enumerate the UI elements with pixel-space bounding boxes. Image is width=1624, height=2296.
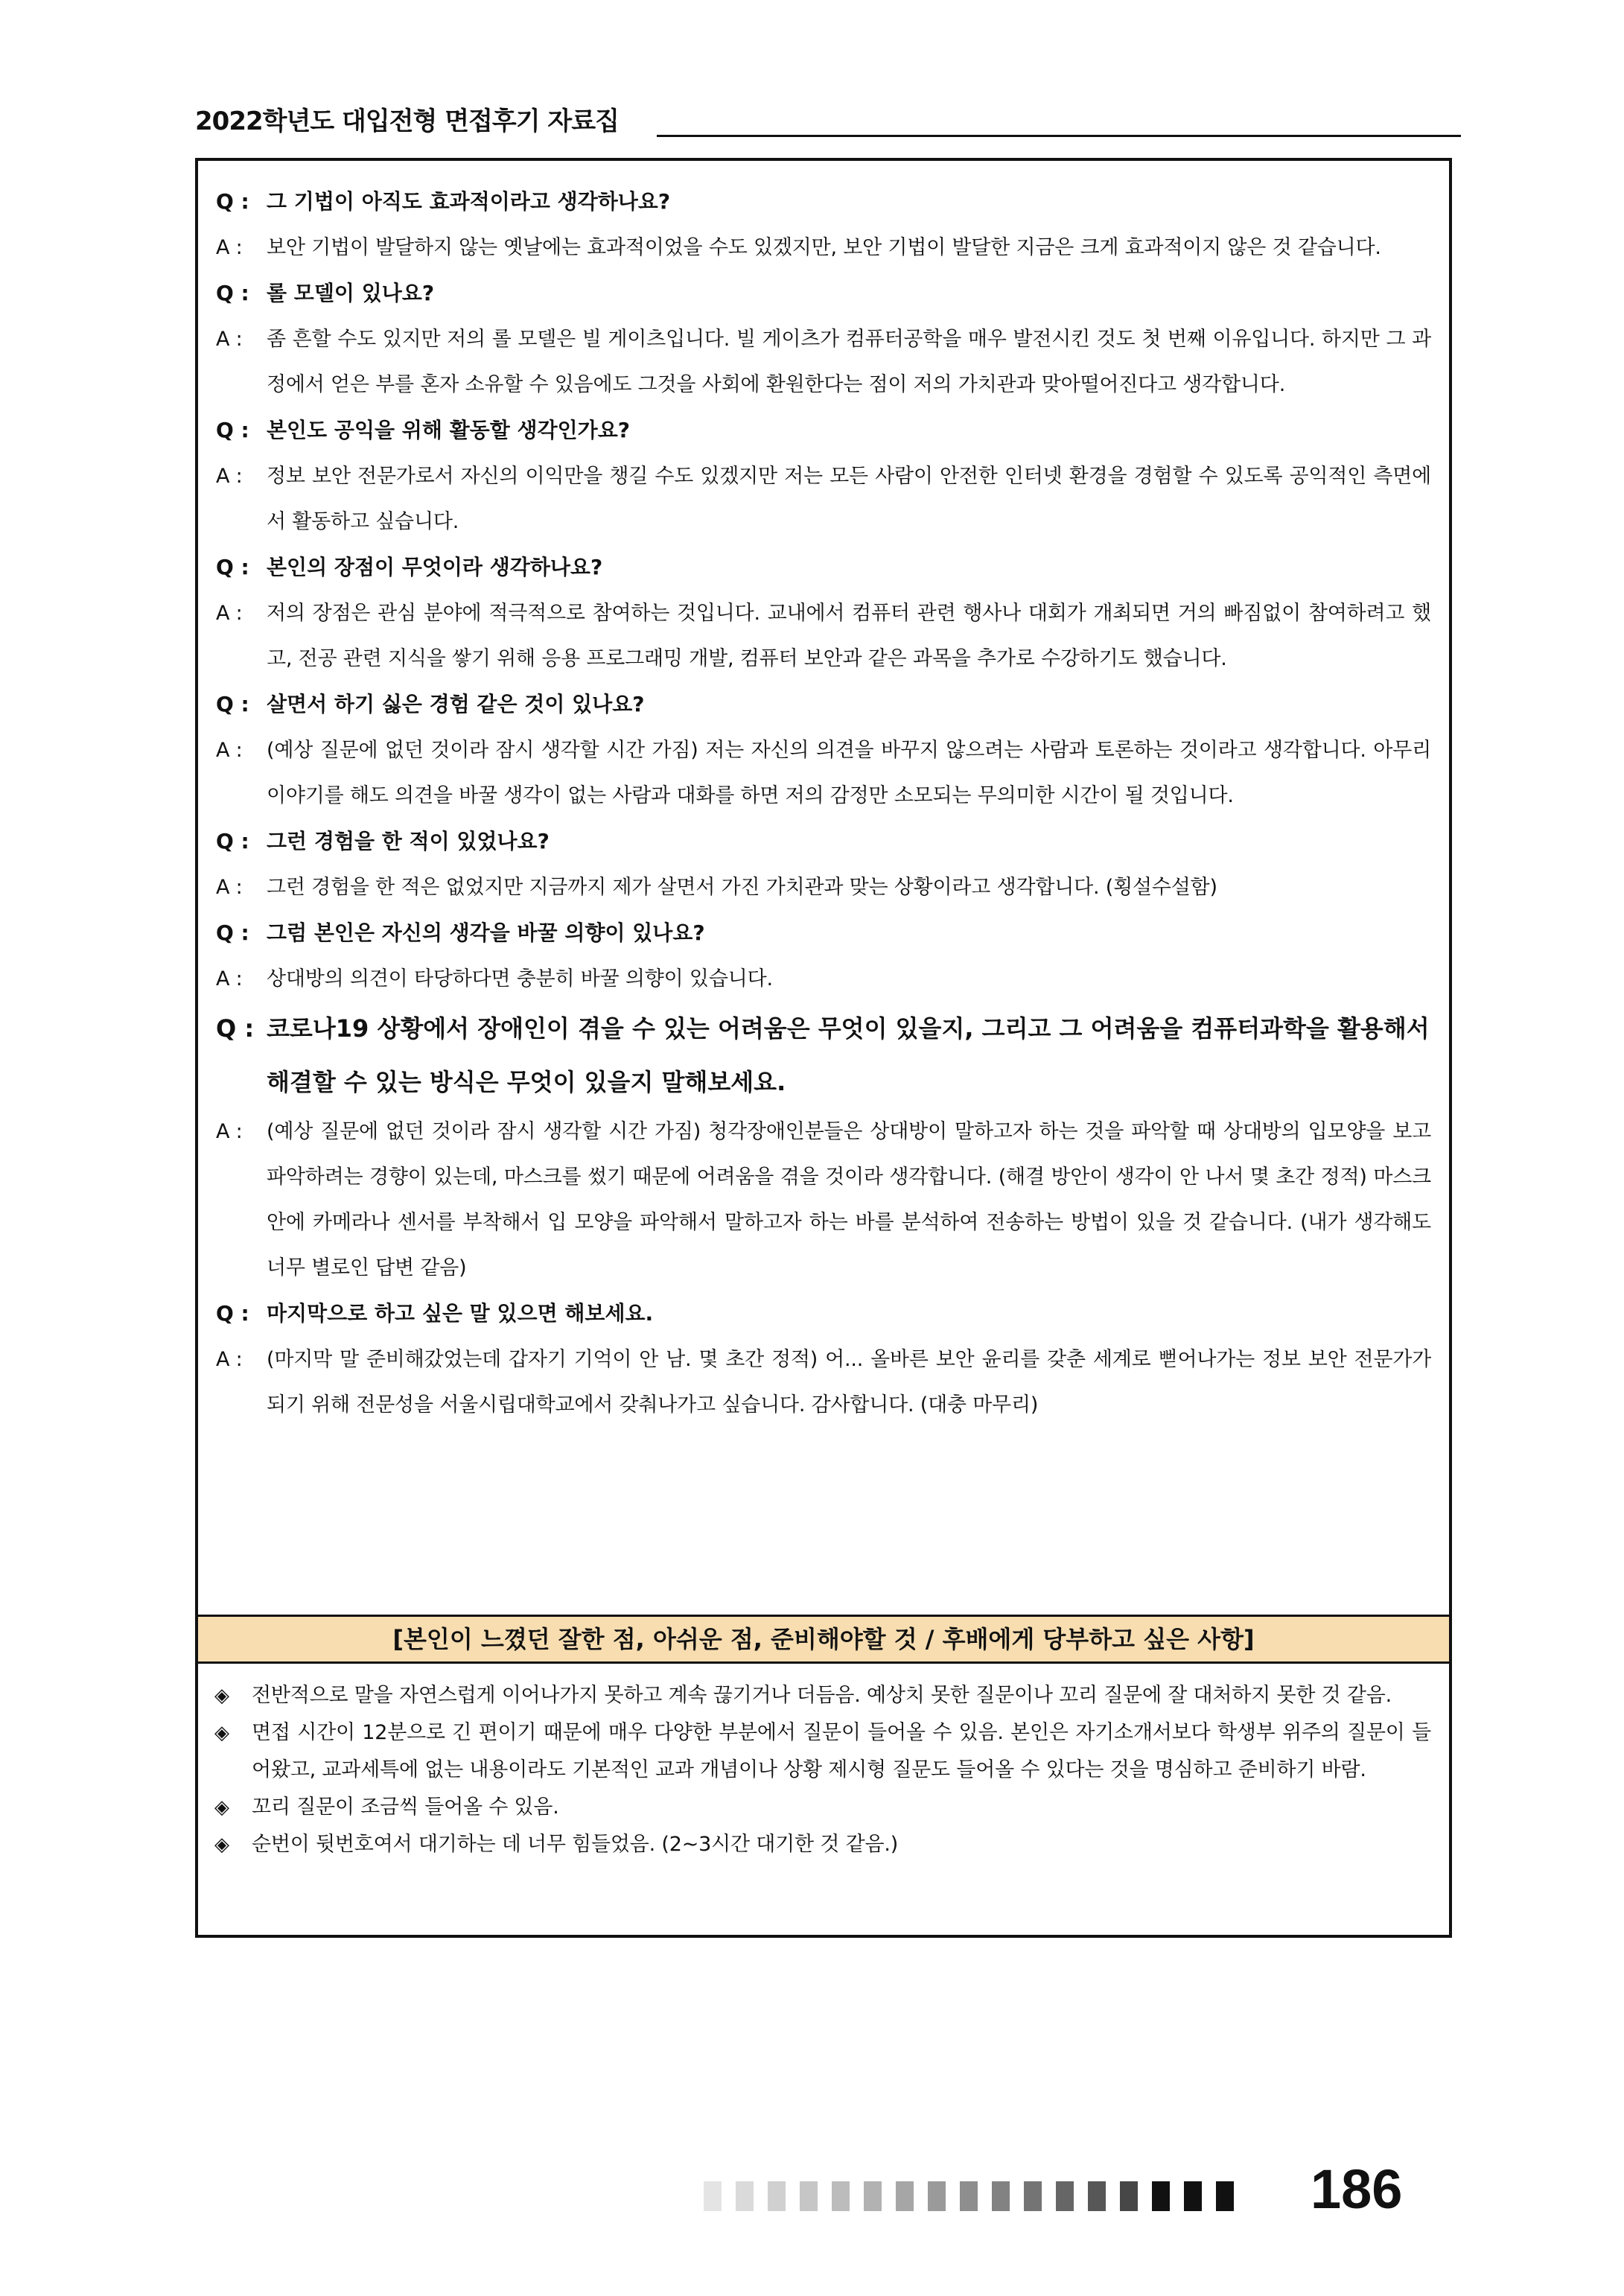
question-label: Q : xyxy=(216,829,249,853)
question-text xyxy=(216,910,1431,956)
header-title: 2022학년도 대입전형 면접후기 자료집 xyxy=(195,106,619,136)
footer-bar xyxy=(736,2181,754,2211)
tip-text: 면접 시간이 12분으로 긴 편이기 때문에 매우 다양한 부분에서 질문이 들어올 수 있음. 본인은 자기소개서보다 학생부 위주의 질문이 들어왔고, 교과세특에 없는 내용이라도 기본적인 교과 개념이나 상황 제시형 질문도 들어올 수 있다는 것을 명심하고 준비하기 바람. xyxy=(252,1721,1431,1781)
diamond-bullet-icon: ◈ xyxy=(214,1722,229,1744)
tip-item xyxy=(214,1677,1431,1714)
footer-bar xyxy=(1120,2181,1138,2211)
question-text xyxy=(216,544,1431,591)
footer-bar xyxy=(896,2181,914,2211)
page-number: 186 xyxy=(1311,2158,1403,2220)
qa-body: 본인의 장점이 무엇이라 생각하나요? xyxy=(267,555,603,579)
footer-bar xyxy=(1152,2181,1170,2211)
qa-body: 본인도 공익을 위해 활동할 생각인가요? xyxy=(267,418,631,442)
answer-label: A : xyxy=(216,876,243,899)
qa-body: (예상 질문에 없던 것이라 잠시 생각할 시간 가짐) 저는 자신의 의견을 바꾸지 않으려는 사람과 토론하는 것이라고 생각합니다. 아무리 이야기를 해도 의견을 바꿀 생각이 없는 사람과 대화를 하면 저의 감정만 소모되는 무의미한 시간이 될 것입니다. xyxy=(267,739,1431,807)
page-header xyxy=(195,95,1461,137)
question-text xyxy=(216,270,1431,317)
qa-body: 그런 경험을 한 적은 없었지만 지금까지 제가 살면서 가진 가치관과 맞는 상황이라고 생각합니다. (횡설수설함) xyxy=(267,876,1217,899)
question-text xyxy=(216,818,1431,865)
qa-body: 롤 모델이 있나요? xyxy=(267,281,435,305)
tip-item xyxy=(214,1826,1431,1863)
qa-body: 상대방의 의견이 타당하다면 충분히 바꿀 의향이 있습니다. xyxy=(267,967,773,990)
answer-text xyxy=(216,225,1431,270)
qa-body: 그런 경험을 한 적이 있었나요? xyxy=(267,829,550,853)
question-label: Q : xyxy=(216,920,249,945)
answer-text xyxy=(216,865,1431,910)
question-label: Q : xyxy=(216,692,249,716)
answer-text xyxy=(216,454,1431,544)
tips-header: [본인이 느꼈던 잘한 점, 아쉬운 점, 준비해야할 것 / 후배에게 당부하고 싶은 사항] xyxy=(198,1615,1449,1664)
answer-label: A : xyxy=(216,967,243,990)
question-text xyxy=(216,407,1431,454)
diamond-bullet-icon: ◈ xyxy=(214,1685,229,1707)
qa-body: 보안 기법이 발달하지 않는 옛날에는 효과적이었을 수도 있겠지만, 보안 기법이 발달한 지금은 크게 효과적이지 않은 것 같습니다. xyxy=(267,236,1381,259)
footer-bar xyxy=(960,2181,978,2211)
footer-bar xyxy=(800,2181,818,2211)
answer-text xyxy=(216,1109,1431,1291)
footer-bar xyxy=(704,2181,722,2211)
question-text xyxy=(216,681,1431,728)
qa-body: 저의 장점은 관심 분야에 적극적으로 참여하는 것입니다. 교내에서 컴퓨터 관련 행사나 대회가 개최되면 거의 빠짐없이 참여하려고 했고, 전공 관련 지식을 쌓기 위해 응용 프로그래밍 개발, 컴퓨터 보안과 같은 과목을 추가로 수강하기도 했습니다. xyxy=(267,602,1431,670)
qa-body: (예상 질문에 없던 것이라 잠시 생각할 시간 가짐) 청각장애인분들은 상대방이 말하고자 하는 것을 파악할 때 상대방의 입모양을 보고 파악하려는 경향이 있는데, 마스크를 썼기 때문에 어려움을 겪을 것이라 생각합니다. (해결 방안이 생각이 안 나서 몇 초간 정적) 마스크 안에 카메라나 센서를 부착해서 입 모양을 파악해서 말하고자 하는 바를 분석하여 전송하는 방법이 있을 것 같습니다. (내가 생각해도 너무 별로인 답변 같음) xyxy=(267,1120,1431,1279)
answer-text xyxy=(216,956,1431,1002)
qa-body: 그 기법이 아직도 효과적이라고 생각하나요? xyxy=(267,189,671,214)
question-label: Q : xyxy=(216,281,249,305)
qa-body: 좀 흔할 수도 있지만 저의 롤 모델은 빌 게이츠입니다. 빌 게이츠가 컴퓨터공학을 매우 발전시킨 것도 첫 번째 이유입니다. 하지만 그 과정에서 얻은 부를 혼자 소유할 수 있음에도 그것을 사회에 환원한다는 점이 저의 가치관과 맞아떨어진다고 생각합니다. xyxy=(267,328,1431,396)
qa-body: 코로나19 상황에서 장애인이 겪을 수 있는 어려움은 무엇이 있을지, 그리고 그 어려움을 컴퓨터과학을 활용해서 해결할 수 있는 방식은 무엇이 있을지 말해보세요. xyxy=(267,1014,1430,1096)
qa-body: 그럼 본인은 자신의 생각을 바꿀 의향이 있나요? xyxy=(267,920,705,945)
tip-text: 꼬리 질문이 조금씩 들어올 수 있음. xyxy=(252,1796,559,1819)
question-label: Q : xyxy=(216,1014,255,1043)
tip-text: 전반적으로 말을 자연스럽게 이어나가지 못하고 계속 끊기거나 더듬음. 예상치 못한 질문이나 꼬리 질문에 잘 대처하지 못한 것 같음. xyxy=(252,1684,1392,1707)
question-label: Q : xyxy=(216,418,249,442)
footer-bar xyxy=(928,2181,946,2211)
answer-label: A : xyxy=(216,236,243,259)
content-box xyxy=(195,158,1452,1938)
diamond-bullet-icon: ◈ xyxy=(214,1834,229,1856)
answer-label: A : xyxy=(216,739,243,762)
footer-bar xyxy=(1088,2181,1106,2211)
tip-text: 순번이 뒷번호여서 대기하는 데 너무 힘들었음. (2~3시간 대기한 것 같음.) xyxy=(252,1833,899,1856)
page-footer xyxy=(704,2156,1448,2223)
answer-label: A : xyxy=(216,1120,243,1143)
qa-body: 마지막으로 하고 싶은 말 있으면 해보세요. xyxy=(267,1301,654,1326)
answer-text xyxy=(216,728,1431,818)
footer-bar xyxy=(768,2181,786,2211)
question-text xyxy=(216,1291,1431,1337)
question-label: Q : xyxy=(216,1301,249,1326)
tips-list xyxy=(214,1677,1431,1863)
footer-bar xyxy=(1056,2181,1074,2211)
question-text xyxy=(216,179,1431,225)
qa-body: (마지막 말 준비해갔었는데 갑자기 기억이 안 남. 몇 초간 정적) 어... 올바른 보안 윤리를 갖춘 세계로 뻗어나가는 정보 보안 전문가가 되기 위해 전문성을 서울시립대학교에서 갖춰나가고 싶습니다. 감사합니다. (대충 마무리) xyxy=(267,1348,1431,1416)
qa-body: 정보 보안 전문가로서 자신의 이익만을 챙길 수도 있겠지만 저는 모든 사람이 안전한 인터넷 환경을 경험할 수 있도록 공익적인 측면에서 활동하고 싶습니다. xyxy=(267,465,1431,533)
answer-text xyxy=(216,591,1431,681)
footer-bar xyxy=(1184,2181,1202,2211)
footer-bar xyxy=(1024,2181,1042,2211)
question-label: Q : xyxy=(216,189,249,214)
footer-bar xyxy=(864,2181,882,2211)
diamond-bullet-icon: ◈ xyxy=(214,1796,229,1819)
answer-label: A : xyxy=(216,328,243,351)
footer-bar xyxy=(992,2181,1010,2211)
tip-item xyxy=(214,1789,1431,1826)
answer-label: A : xyxy=(216,465,243,488)
answer-text xyxy=(216,317,1431,407)
qa-list xyxy=(216,179,1431,1428)
answer-label: A : xyxy=(216,602,243,625)
footer-bar xyxy=(1216,2181,1234,2211)
question-label: Q : xyxy=(216,555,249,579)
answer-label: A : xyxy=(216,1348,243,1371)
header-rule xyxy=(657,135,1461,137)
qa-body: 살면서 하기 싫은 경험 같은 것이 있나요? xyxy=(267,692,645,716)
tip-item xyxy=(214,1714,1431,1789)
footer-bar xyxy=(832,2181,850,2211)
answer-text xyxy=(216,1337,1431,1428)
question-text xyxy=(216,1002,1431,1109)
